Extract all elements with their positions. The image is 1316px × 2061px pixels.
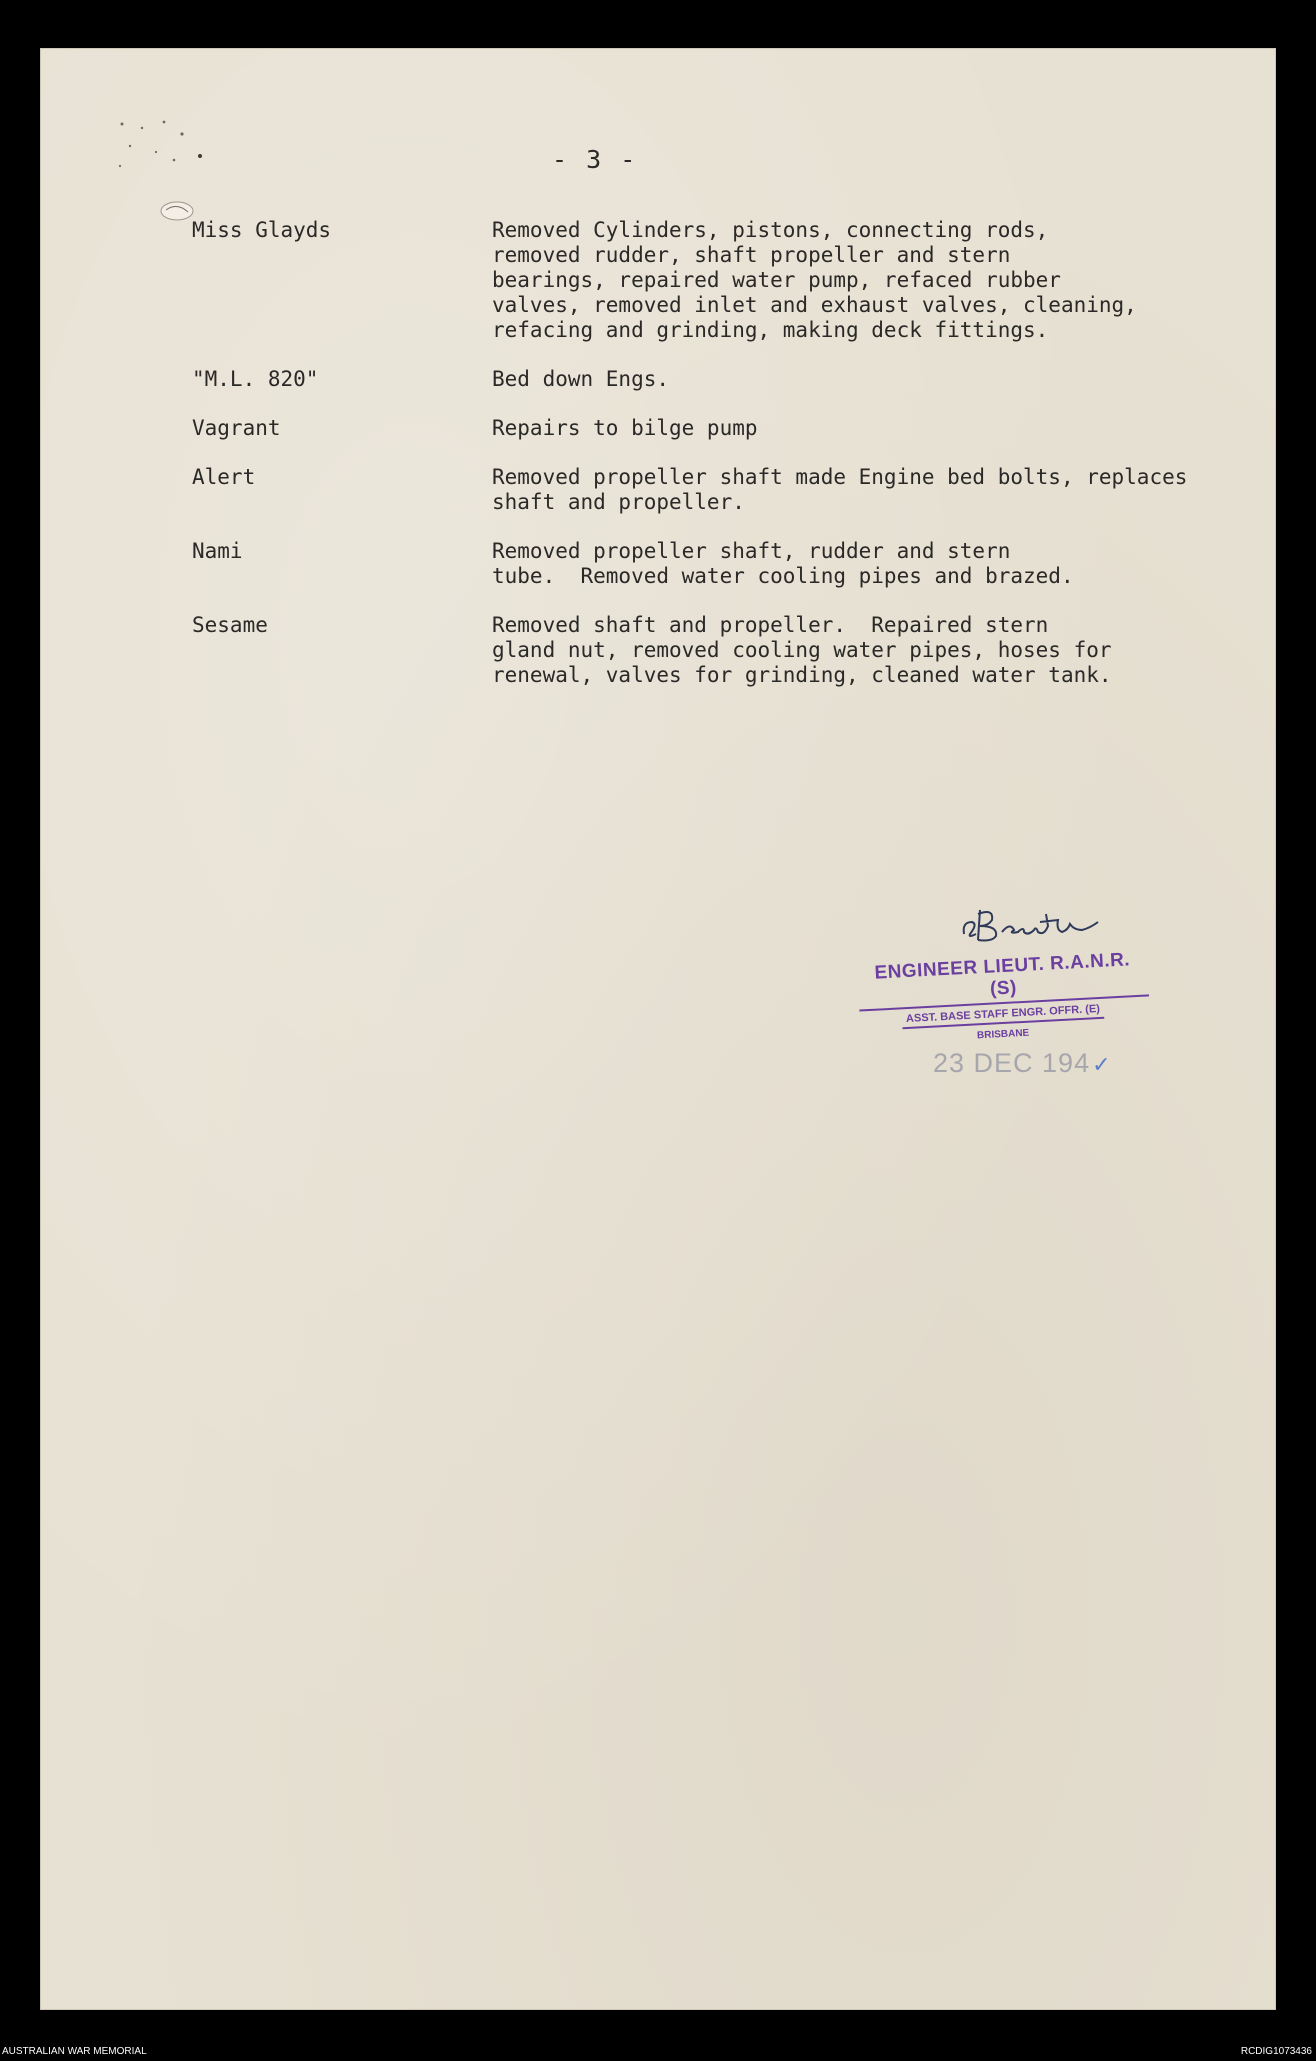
repair-description: Removed shaft and propeller. Repaired stern gland nut, removed cooling water pipes, hoses for renewal, valves for grinding, cleaned water tank. [492,613,1112,687]
checkmark-icon: ✓ [1092,1052,1112,1077]
vessel-name: Vagrant [192,416,281,440]
vessel-name: Alert [192,465,256,489]
log-entry [192,465,1312,515]
repair-description: Removed propeller shaft, rudder and stern tube. Removed water cooling pipes and brazed. [492,539,1074,588]
log-entry [192,367,1312,392]
log-entry [192,613,1312,688]
paper-specks [112,116,232,176]
handwritten-signature [958,900,1118,948]
repair-description: Repairs to bilge pump [492,416,758,440]
archive-id: RCDIG1073436 [1240,2046,1312,2057]
stamp-office: ASST. BASE STAFF ENGR. OFFR. (E) [902,1003,1105,1030]
repair-log [192,218,1312,712]
paper-blemish [158,198,196,224]
officer-stamp [858,949,1148,1042]
date-stamp [933,1048,1112,1079]
document-page [40,48,1276,2010]
vessel-name: Nami [192,539,243,563]
repair-description: Removed propeller shaft made Engine bed bolts, replaces shaft and propeller. [492,465,1188,514]
log-entry [192,218,1312,343]
log-entry [192,539,1312,589]
repair-description: Removed Cylinders, pistons, connecting rods, removed rudder, shaft propeller and stern bearings, repaired water pump, refaced rubber valves, removed inlet and exhaust valves, cleaning, refacing and grinding, making deck fittings. [492,218,1137,342]
date-stamp-text: 23 DEC 194 [933,1048,1091,1078]
archive-credit: AUSTRALIAN WAR MEMORIAL [2,2046,147,2057]
vessel-name: Miss Glayds [192,218,332,242]
stamp-title: ENGINEER LIEUT. R.A.N.R.(S) [857,948,1149,1011]
vessel-name: "M.L. 820" [192,367,319,391]
vessel-name: Sesame [192,613,268,637]
log-entry [192,416,1312,441]
stamp-location: BRISBANE [976,1027,1030,1042]
page-number: - 3 - [552,145,638,174]
repair-description: Bed down Engs. [492,367,670,391]
